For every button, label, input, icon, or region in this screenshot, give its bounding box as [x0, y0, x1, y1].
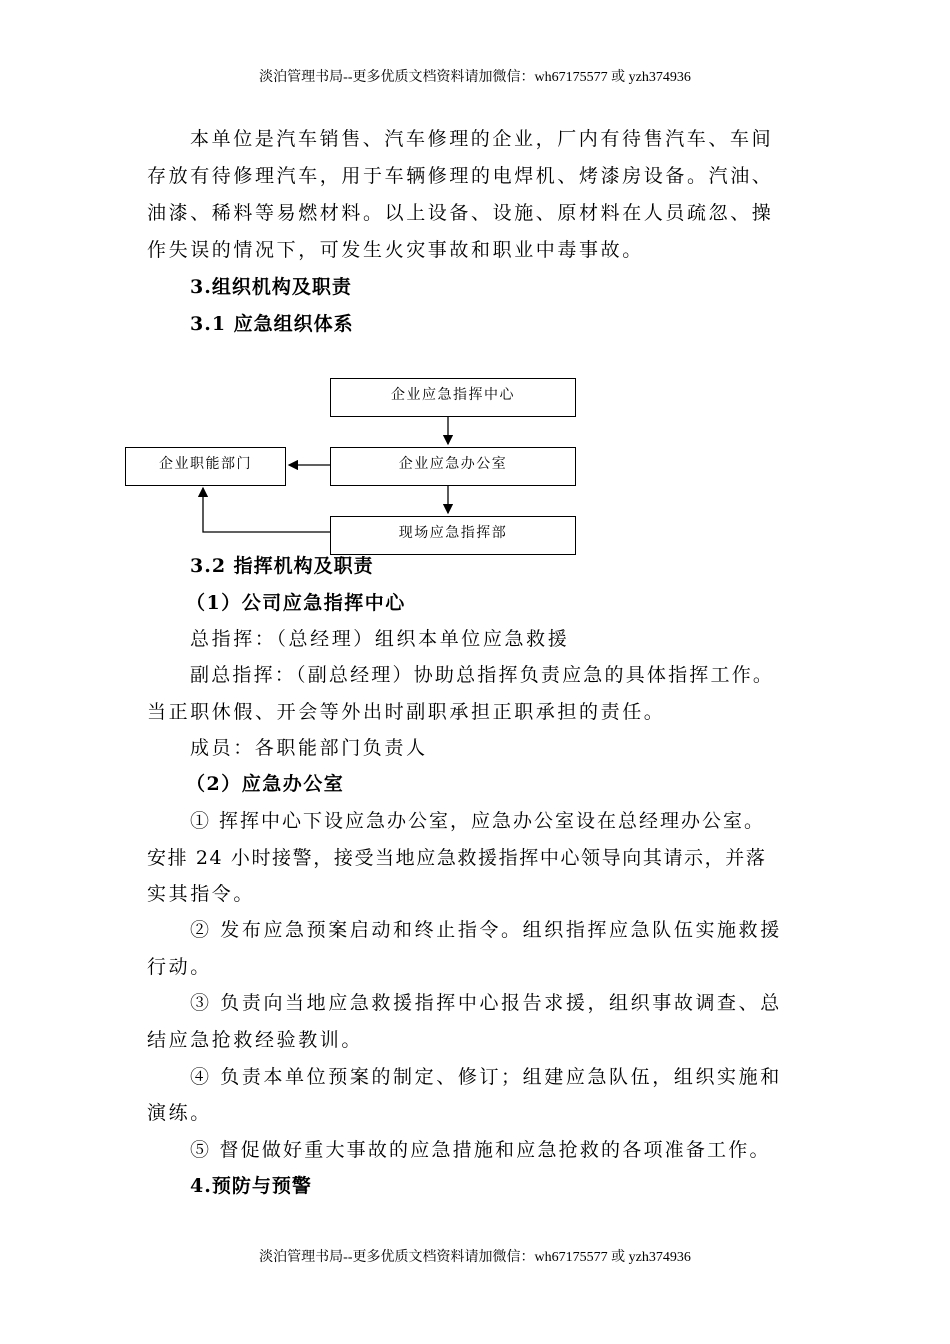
- section-1-title: （1）公司应急指挥中心: [186, 592, 406, 614]
- intro-line-3: 油漆、稀料等易燃材料。以上设备、设施、原材料在人员疏忽、操: [147, 202, 774, 224]
- section-2-line-8: ④ 负责本单位预案的制定、修订；组建应急队伍，组织实施和: [190, 1066, 782, 1088]
- intro-line-2: 存放有待修理汽车，用于车辆修理的电焊机、烤漆房设备。汽油、: [147, 165, 774, 187]
- section-2-line-4: ② 发布应急预案启动和终止指令。组织指挥应急队伍实施救援: [190, 919, 782, 941]
- page-header: 淡泊管理书局--更多优质文档资料请加微信：wh67175577 或 yzh374936: [259, 70, 691, 85]
- org-box-emergency-office: 企业应急办公室: [330, 447, 576, 486]
- heading-3: 3.组织机构及职责: [190, 276, 352, 298]
- section-2-title: （2）应急办公室: [186, 773, 345, 795]
- org-box-functional-departments: 企业职能部门: [125, 447, 286, 486]
- page-footer: 淡泊管理书局--更多优质文档资料请加微信：wh67175577 或 yzh374936: [259, 1250, 691, 1265]
- section-1-line-4: 成员：各职能部门负责人: [190, 737, 428, 759]
- section-1-line-2: 副总指挥：（副总经理）协助总指挥负责应急的具体指挥工作。: [190, 664, 775, 686]
- heading-3-1: 3.1 应急组织体系: [190, 313, 354, 335]
- section-2-line-7: 结应急抢救经验教训。: [147, 1029, 364, 1051]
- org-box-site-command: 现场应急指挥部: [330, 516, 576, 555]
- section-1-line-1: 总指挥：（总经理）组织本单位应急救援: [190, 628, 570, 650]
- intro-line-1: 本单位是汽车销售、汽车修理的企业，厂内有待售汽车、车间: [190, 128, 774, 150]
- org-box-command-center: 企业应急指挥中心: [330, 378, 576, 417]
- section-2-line-9: 演练。: [147, 1102, 212, 1124]
- intro-line-4: 作失误的情况下，可发生火灾事故和职业中毒事故。: [147, 239, 644, 261]
- section-1-line-3: 当正职休假、开会等外出时副职承担正职承担的责任。: [147, 701, 666, 723]
- arrow-site-to-departments: [203, 488, 330, 532]
- heading-4: 4.预防与预警: [190, 1175, 312, 1197]
- section-2-line-10: ⑤ 督促做好重大事故的应急措施和应急抢救的各项准备工作。: [190, 1139, 771, 1161]
- heading-3-2: 3.2 指挥机构及职责: [190, 555, 374, 577]
- section-2-line-1: ① 挥挥中心下设应急办公室，应急办公室设在总经理办公室。: [190, 810, 766, 832]
- section-2-line-6: ③ 负责向当地应急救援指挥中心报告求援，组织事故调查、总: [190, 992, 782, 1014]
- section-2-line-3: 实其指令。: [147, 883, 256, 905]
- section-2-line-2: 安排 24 小时接警，接受当地应急救援指挥中心领导向其请示，并落: [147, 847, 767, 869]
- section-2-line-5: 行动。: [147, 956, 212, 978]
